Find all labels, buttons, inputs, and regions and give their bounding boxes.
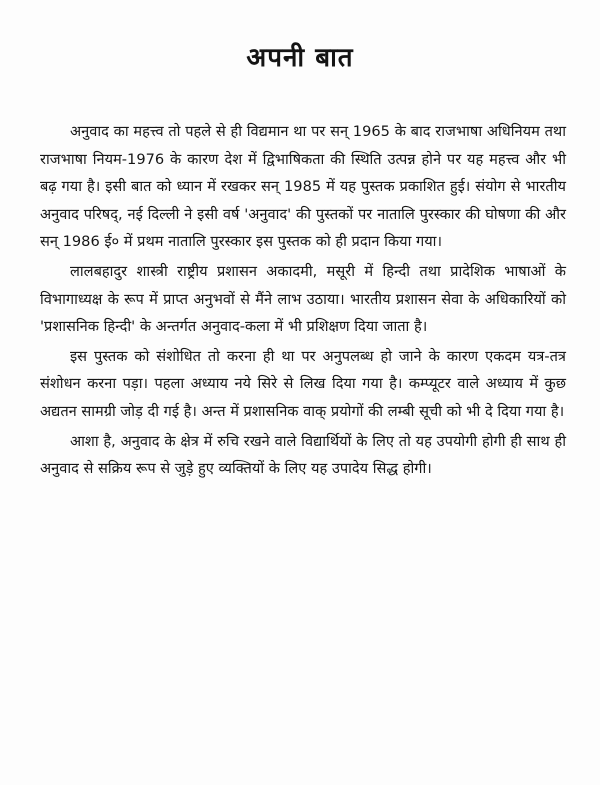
page-title: अपनी बात bbox=[246, 43, 354, 73]
paragraph-4: आशा है, अनुवाद के क्षेत्र में रुचि रखने वाले विद्यार्थियों के लिए तो यह उपयोगी होगी ही साथ ही अनुवाद से सक्रिय रूप से जुड़े हुए व्यक्तियों के लिए यह उपादेय सिद्ध होगी। bbox=[40, 432, 566, 478]
paragraph-1: अनुवाद का महत्त्व तो पहले से ही विद्यमान था पर सन् 1965 के बाद राजभाषा अधिनियम तथा राजभाषा नियम-1976 के कारण देश में द्विभाषिकता की स्थिति उत्पन्न होने पर यह महत्त्व और भी बढ़ गया है। इसी बात को ध्यान में रखकर सन् 1985 में यह पुस्तक प्रकाशित हुई। संयोग से भारतीय अनुवाद परिषद्, नई दिल्ली ने इसी वर्ष 'अनुवाद' की पुस्तकों पर नातालि पुरस्कार की घोषणा की और सन् 1986 ई० में प्रथम नातालि पुरस्कार इस पुस्तक को ही प्रदान किया गया। bbox=[40, 123, 566, 251]
paragraph-2: लालबहादुर शास्त्री राष्ट्रीय प्रशासन अकादमी, मसूरी में हिन्दी तथा प्रादेशिक भाषाओं के विभागाध्यक्ष के रूप में प्राप्त अनुभवों से मैंने लाभ उठाया। भारतीय प्रशासन सेवा के अधिकारियों को 'प्रशासनिक हिन्दी' के अन्तर्गत अनुवाद-कला में भी प्रशिक्षण दिया जाता है। bbox=[40, 262, 566, 336]
paragraph-3: इस पुस्तक को संशोधित तो करना ही था पर अनुपलब्ध हो जाने के कारण एकदम यत्र-तत्र संशोधन करना पड़ा। पहला अध्याय नये सिरे से लिख दिया गया है। कम्प्यूटर वाले अध्याय में कुछ अद्यतन सामग्री जोड़ दी गई है। अन्त में प्रशासनिक वाक् प्रयोगों की लम्बी सूची को भी दे दिया गया है। bbox=[40, 347, 566, 420]
document-body bbox=[40, 118, 566, 483]
